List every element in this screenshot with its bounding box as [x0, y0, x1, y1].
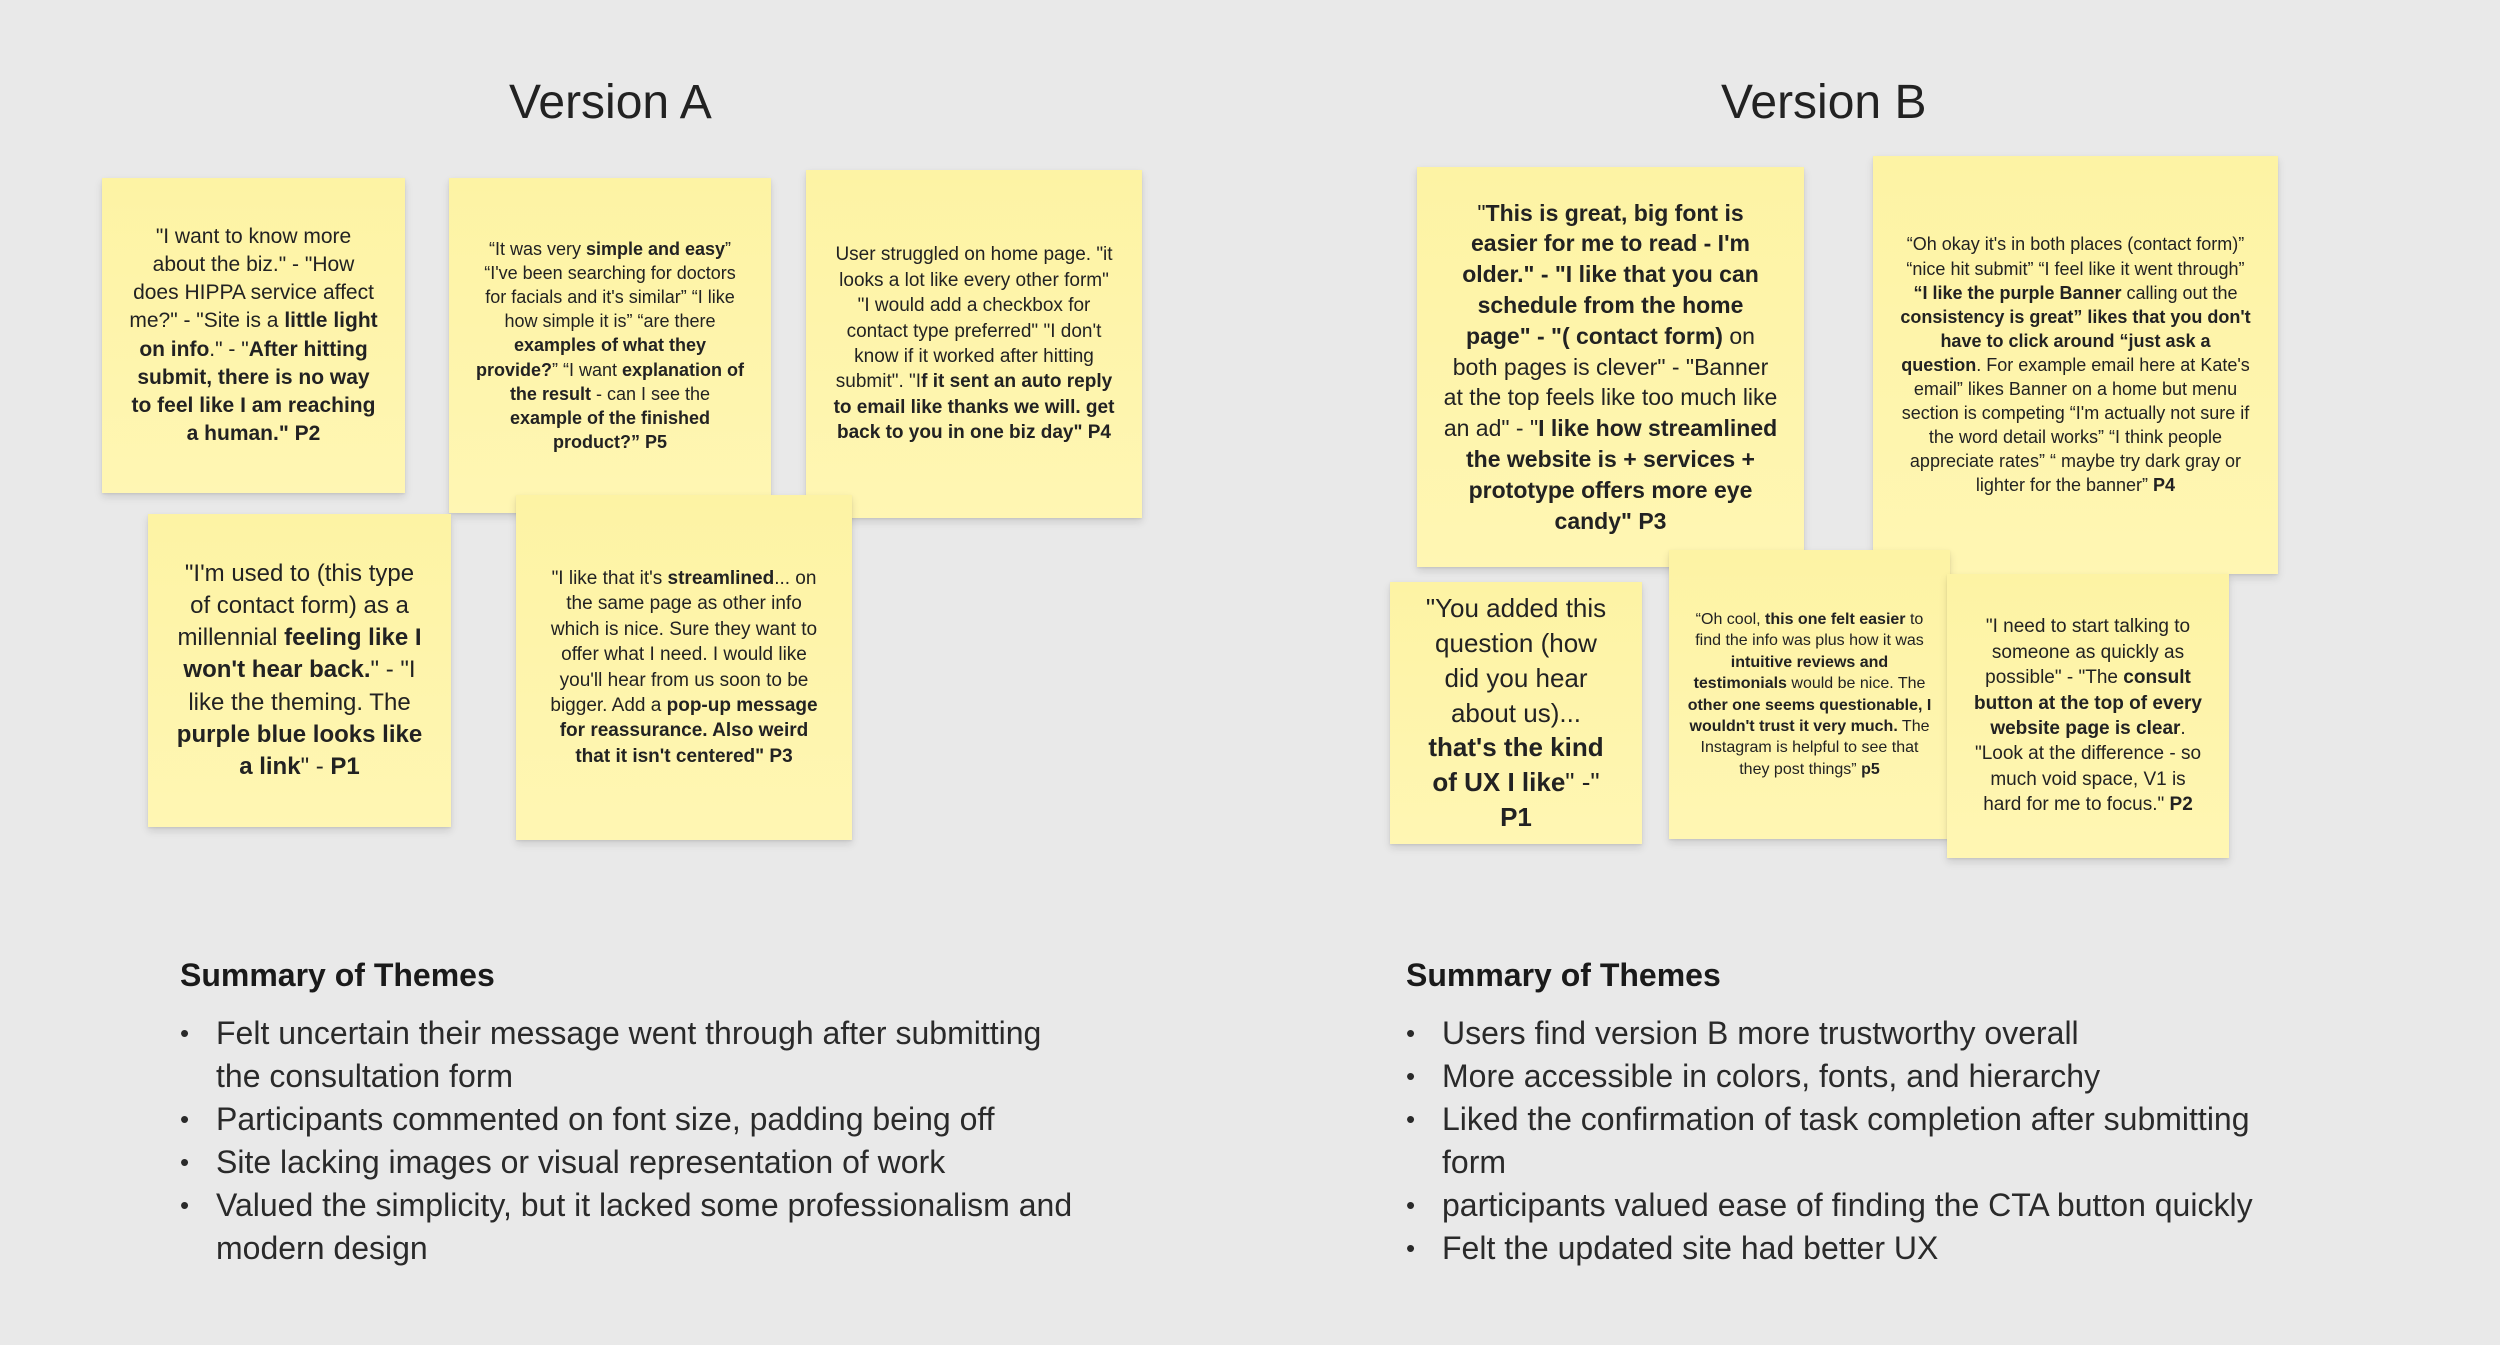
- sticky-note[interactable]: [1669, 550, 1950, 839]
- summary-list-item: [1406, 1012, 2306, 1055]
- summary-list-item: [180, 1012, 1080, 1098]
- summary-item-text: Liked the confirmation of task completion after submitting form: [1442, 1101, 2250, 1180]
- summary-item-text: Valued the simplicity, but it lacked some professionalism and modern design: [216, 1187, 1073, 1266]
- sticky-note-text: User struggled on home page. "it looks a lot like every other form" "I would add a checkbox for contact type preferred" "I don't know if it worked after hitting submit". "If it sent an auto reply to email like thanks we will. get back to you in one biz day" P4: [833, 244, 1115, 444]
- emphasis-text: P2: [2169, 794, 2193, 816]
- sticky-note-text: “It was very simple and easy” “I've been searching for doctors for facials and it's similar” “I like how simple it is” “are there examples of what they provide?” “I want explanation of the result - can I see the example of the finished product?” P5: [475, 239, 745, 452]
- emphasis-text: f it sent an auto reply to email like thanks we will. get back to you in one biz day" P4: [833, 371, 1115, 444]
- summary-a: [180, 957, 1080, 1270]
- summary-item-text: Felt uncertain their message went through after submitting the consultation form: [216, 1015, 1042, 1094]
- summary-b: [1406, 957, 2306, 1270]
- emphasis-text: little light on info: [139, 309, 378, 361]
- sticky-note-text: "This is great, big font is easier for me to read - I'm older." - "I like that you can schedule from the home page" - "( contact form) on both pages is clever" - "Banner at the top feels like too much like an ad" - "I like how streamlined the website is + services + prototype offers more eye candy" P3: [1443, 199, 1778, 534]
- sticky-note-text: "I'm used to (this type of contact form) as a millennial feeling like I won't hear back." - "I like the theming. The purple blue looks like a link" - P1: [176, 559, 423, 780]
- emphasis-text: pop-up message for reassurance. Also weird that it isn't centered" P3: [559, 694, 818, 767]
- emphasis-text: streamlined: [667, 567, 775, 589]
- summary-list-item: [1406, 1227, 2306, 1270]
- bullet-icon: •: [1406, 1190, 1416, 1220]
- emphasis-text: feeling like I won't hear back.: [183, 624, 422, 684]
- bullet-icon: •: [180, 1018, 190, 1048]
- emphasis-text: consult button at the top of every website page is clear: [1974, 667, 2202, 739]
- sticky-note[interactable]: [1417, 167, 1804, 567]
- sticky-note[interactable]: [102, 178, 405, 493]
- emphasis-text: purple blue looks like a link: [176, 720, 423, 780]
- summary-list-item: [1406, 1055, 2306, 1098]
- emphasis-text: P1: [1500, 802, 1532, 833]
- sticky-note[interactable]: [148, 514, 451, 827]
- sticky-note[interactable]: [516, 495, 852, 840]
- emphasis-text: I like how streamlined the website is + services + prototype offers more eye candy" P3: [1466, 415, 1778, 534]
- emphasis-text: intuitive reviews and testimonials: [1693, 653, 1889, 693]
- summary-list-item: [1406, 1098, 2306, 1184]
- emphasis-text: other one seems questionable, I wouldn't trust it very much.: [1687, 696, 1932, 735]
- bullet-icon: •: [1406, 1018, 1416, 1048]
- sticky-note[interactable]: [1873, 156, 2278, 574]
- sticky-note-text: "I want to know more about the biz." - "How does HIPPA service affect me?" - "Site is a little light on info." - "After hitting submit, there is no way to feel like I am reaching a human." P2: [129, 225, 378, 445]
- sticky-note[interactable]: [449, 178, 771, 513]
- emphasis-text: example of the finished product?” P5: [509, 407, 711, 452]
- emphasis-text: This is great, big font is easier for me to read - I'm older." - "I like that you can schedule from the home page" - "( contact form): [1462, 199, 1759, 349]
- summary-item-text: Participants commented on font size, padding being off: [216, 1101, 995, 1137]
- emphasis-text: simple and easy: [585, 239, 726, 259]
- version-b-heading: Version B: [1721, 76, 1927, 129]
- bullet-icon: •: [180, 1147, 190, 1177]
- emphasis-text: P1: [330, 752, 360, 780]
- emphasis-text: P4: [2153, 475, 2176, 496]
- sticky-note-text: “Oh okay it's in both places (contact form)” “nice hit submit” “I feel like it went through” “I like the purple Banner calling out the consistency is great” likes that you don't have to click around “just ask a question. For example email here at Kate's email” likes Banner on a home but menu section is competing “I'm actually not sure if the word detail works” “I think people appreciate rates” “ maybe try dark gray or lighter for the banner” P4: [1900, 234, 2251, 496]
- bullet-icon: •: [180, 1190, 190, 1220]
- sticky-note-text: "I need to start talking to someone as quickly as possible" - "The consult button at the top of every website page is clear. "Look at the difference - so much void space, V1 is hard for me to focus." P2: [1974, 616, 2202, 816]
- summary-item-text: Users find version B more trustworthy overall: [1442, 1015, 2079, 1051]
- summary-b-list: [1406, 1012, 2306, 1270]
- summary-list-item: [180, 1098, 1080, 1141]
- sticky-note[interactable]: [1390, 582, 1642, 844]
- emphasis-text: After hitting submit, there is no way to feel like I am reaching a human." P2: [131, 337, 376, 445]
- emphasis-text: p5: [1861, 760, 1880, 778]
- bullet-icon: •: [1406, 1233, 1416, 1263]
- bullet-icon: •: [1406, 1061, 1416, 1091]
- summary-list-item: [1406, 1184, 2306, 1227]
- version-a-heading: Version A: [509, 76, 712, 129]
- summary-item-text: More accessible in colors, fonts, and hierarchy: [1442, 1058, 2101, 1094]
- summary-a-list: [180, 1012, 1080, 1270]
- bullet-icon: •: [1406, 1104, 1416, 1134]
- sticky-note[interactable]: [1947, 574, 2229, 858]
- emphasis-text: this one felt easier: [1765, 610, 1906, 628]
- emphasis-text: examples of what they provide?: [475, 335, 707, 380]
- emphasis-text: explanation of the result: [509, 359, 745, 404]
- sticky-note-text: “Oh cool, this one felt easier to find the info was plus how it was intuitive reviews and testimonials would be nice. The other one seems questionable, I wouldn't trust it very much. The Instagram is helpful to see that they post things” p5: [1687, 610, 1932, 778]
- summary-list-item: [180, 1141, 1080, 1184]
- sticky-note[interactable]: [806, 170, 1142, 518]
- summary-item-text: participants valued ease of finding the CTA button quickly: [1442, 1187, 2253, 1223]
- emphasis-text: “I like the purple Banner: [1913, 282, 2122, 303]
- summary-list-item: [180, 1184, 1080, 1270]
- summary-item-text: Felt the updated site had better UX: [1442, 1230, 1939, 1266]
- bullet-icon: •: [180, 1104, 190, 1134]
- summary-a-title: Summary of Themes: [180, 957, 495, 993]
- summary-item-text: Site lacking images or visual representation of work: [216, 1144, 946, 1180]
- summary-b-title: Summary of Themes: [1406, 957, 1721, 993]
- emphasis-text: consistency is great” likes that you don't have to click around “just ask a question: [1900, 306, 2251, 375]
- sticky-note-text: "You added this question (how did you hear about us)... that's the kind of UX I like" -" P1: [1425, 593, 1607, 833]
- sticky-note-text: "I like that it's streamlined... on the same page as other info which is nice. Sure they want to offer what I need. I would like you'll hear from us soon to be bigger. Add a pop-up message for reassurance. Also weird that it isn't centered" P3: [550, 567, 818, 767]
- emphasis-text: that's the kind of UX I like: [1428, 732, 1604, 798]
